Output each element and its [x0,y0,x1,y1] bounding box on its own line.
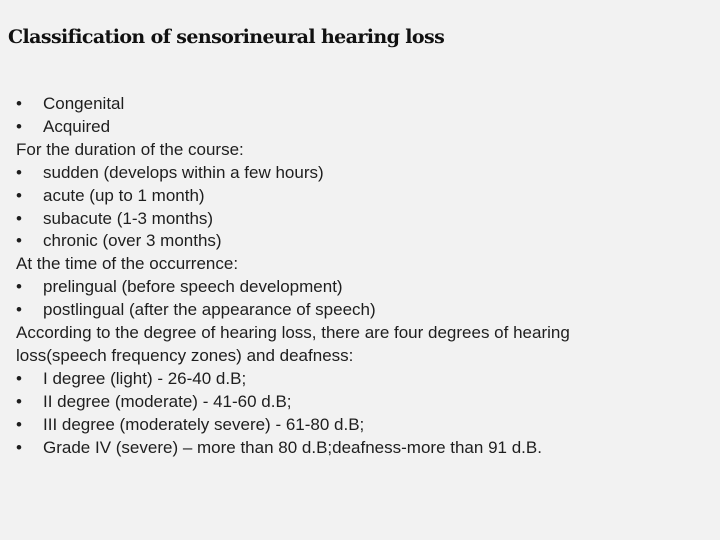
list-item-postlingual [16,299,706,322]
line-text: acute (up to 1 month) [43,185,205,205]
slide-title: Classification of sensorineural hearing loss [8,26,445,48]
bullet-glyph: • [16,391,22,411]
line-text: subacute (1-3 months) [43,208,214,228]
list-item-subacute [16,208,706,231]
bullet-glyph: • [16,185,22,205]
list-item-congenital [16,93,706,116]
slide-body [16,93,706,460]
line-text: prelingual (before speech development) [43,277,343,297]
line-text: I degree (light) - 26-40 d.B; [43,368,247,388]
line-text: At the time of the occurrence: [16,254,239,274]
list-item-degree-4 [16,437,706,460]
line-text: According to the degree of hearing loss, there are four degrees of hearing [16,323,570,343]
list-item-prelingual [16,276,706,299]
list-item-degree-1 [16,368,706,391]
section-heading-degree [16,322,706,345]
bullet-glyph: • [16,162,22,182]
section-heading-degree-continued [16,345,706,368]
section-heading-occurrence [16,253,706,276]
bullet-glyph: • [16,437,22,457]
bullet-glyph: • [16,231,22,251]
line-text: chronic (over 3 months) [43,231,222,251]
line-text: II degree (moderate) - 41-60 d.B; [43,391,292,411]
bullet-glyph: • [16,368,22,388]
bullet-glyph: • [16,116,22,136]
line-text: III degree (moderately severe) - 61-80 d.B; [43,414,365,434]
list-item-degree-2 [16,391,706,414]
bullet-glyph: • [16,277,22,297]
list-item-acquired [16,116,706,139]
line-text: loss(speech frequency zones) and deafness: [16,345,354,365]
line-text: Acquired [43,116,111,136]
list-item-degree-3 [16,414,706,437]
list-item-chronic [16,230,706,253]
list-item-acute [16,185,706,208]
line-text: sudden (develops within a few hours) [43,162,324,182]
bullet-glyph: • [16,94,22,113]
line-text: Grade IV (severe) – more than 80 d.B;deafness-more than 91 d.B. [43,437,542,457]
line-text: postlingual (after the appearance of speech) [43,300,376,320]
section-heading-duration [16,139,706,162]
list-item-sudden [16,162,706,185]
bullet-glyph: • [16,414,22,434]
line-text: Congenital [43,94,125,113]
bullet-glyph: • [16,208,22,228]
bullet-glyph: • [16,300,22,320]
line-text: For the duration of the course: [16,139,244,159]
